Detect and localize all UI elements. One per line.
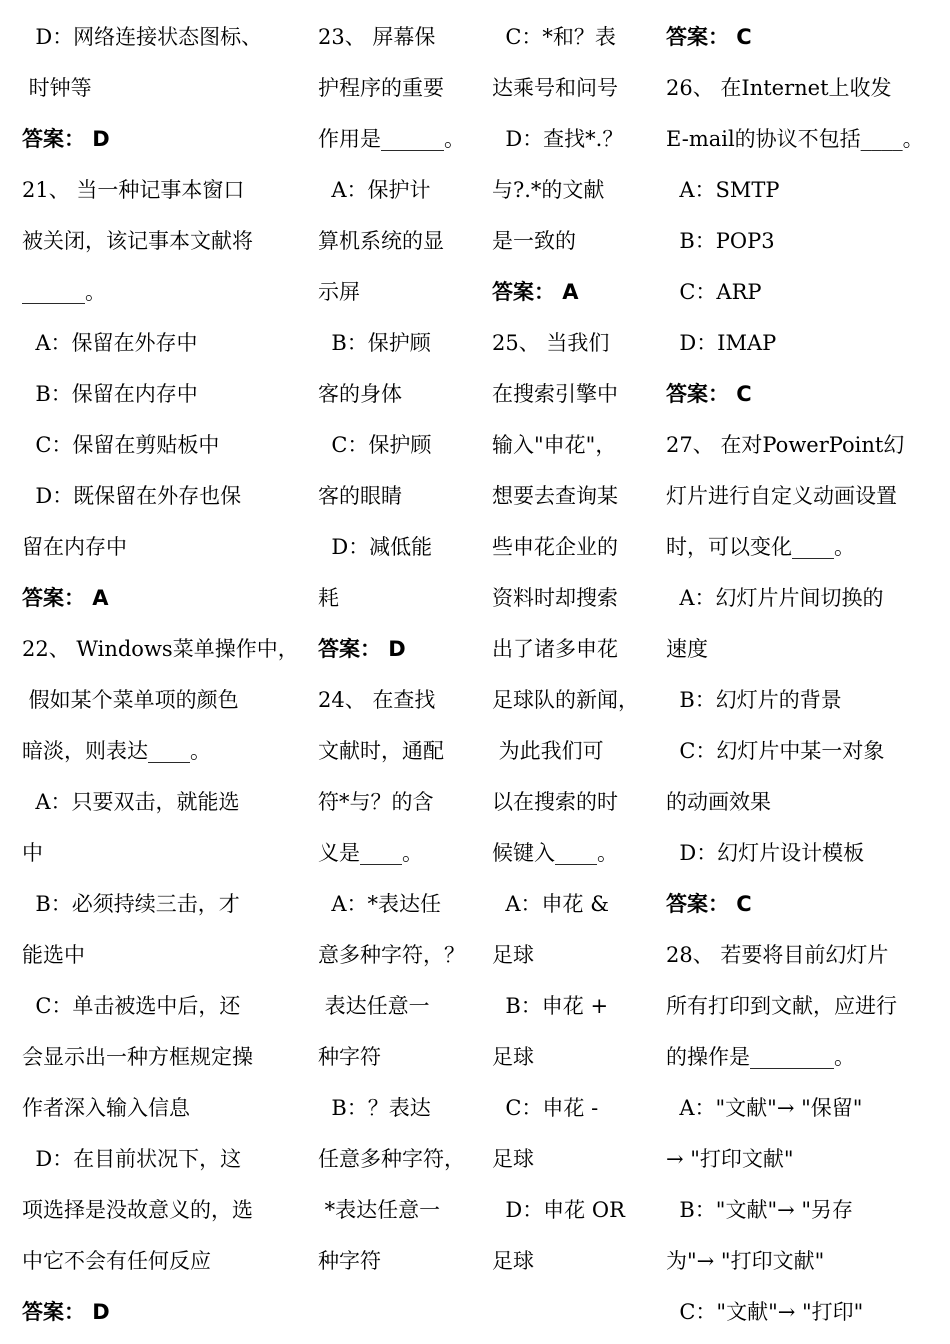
option-line: D：网络连接状态图标、 — [22, 25, 263, 49]
text-line: 能选中 — [22, 943, 85, 967]
text-line: 文献时，通配 — [318, 739, 444, 763]
text-line: 时钟等 — [22, 76, 92, 100]
option-line: C：保护顾 — [318, 433, 432, 457]
option-line: B：必须持续三击，才 — [22, 892, 240, 916]
text-line: *表达任意一 — [318, 1198, 441, 1222]
text-line: 灯片进行自定义动画设置 — [666, 484, 897, 508]
option-line: D：在目前状况下，这 — [22, 1147, 242, 1171]
text-line: 出了诸多申花 — [492, 637, 618, 661]
text-line: E-mail的协议不包括____。 — [666, 127, 924, 151]
answer-line: 答案： D — [318, 637, 406, 661]
text-line: 中它不会有任何反应 — [22, 1249, 211, 1273]
option-line: D：申花 OR — [492, 1198, 625, 1222]
question-line: 27、 在对PowerPoint幻 — [666, 433, 905, 457]
question-line: 26、 在Internet上收发 — [666, 76, 892, 100]
text-line: 资料时却搜索 — [492, 586, 618, 610]
option-line: A：申花 & — [492, 892, 609, 916]
text-line: 会显示出一种方框规定操 — [22, 1045, 253, 1069]
option-line: C：保留在剪贴板中 — [22, 433, 220, 457]
column-2 — [318, 12, 478, 1342]
text-line: 为"→ "打印文献" — [666, 1249, 825, 1273]
answer-line: 答案： C — [666, 25, 752, 49]
text-line: 被关闭，该记事本文献将 — [22, 229, 253, 253]
option-line: C：单击被选中后，还 — [22, 994, 241, 1018]
text-line: 是一致的 — [492, 229, 576, 253]
answer-line: 答案： A — [492, 280, 579, 304]
text-line: 足球队的新闻， — [492, 688, 639, 712]
option-line: C：ARP — [666, 280, 762, 304]
text-line: 表达任意一 — [318, 994, 430, 1018]
question-line: 22、 Windows菜单操作中， — [22, 637, 299, 661]
question-line: 21、 当一种记事本窗口 — [22, 178, 245, 202]
question-line: 25、 当我们 — [492, 331, 610, 355]
text-line: 意多种字符，？ — [318, 943, 465, 967]
option-line: A：SMTP — [666, 178, 780, 202]
option-line: C："文献"→ "打印" — [666, 1300, 864, 1324]
option-line: A：只要双击，就能选 — [22, 790, 240, 814]
option-line: A："文献"→ "保留" — [666, 1096, 863, 1120]
option-line: B：POP3 — [666, 229, 775, 253]
text-line: 时，可以变化____。 — [666, 535, 855, 559]
text-line: 在搜索引擎中 — [492, 382, 618, 406]
option-line: B：保护顾 — [318, 331, 431, 355]
option-line: B："文献"→ "另存 — [666, 1198, 854, 1222]
text-line: 所有打印到文献，应进行 — [666, 994, 897, 1018]
text-line: 示屏 — [318, 280, 360, 304]
option-line: A：保护计 — [318, 178, 431, 202]
text-line: 符*与？的含 — [318, 790, 434, 814]
option-line: A：保留在外存中 — [22, 331, 198, 355]
option-line: B：幻灯片的背景 — [666, 688, 842, 712]
option-line: D：减低能 — [318, 535, 433, 559]
text-line: 客的身体 — [318, 382, 402, 406]
answer-line: 答案： C — [666, 382, 752, 406]
text-line: ______。 — [22, 280, 106, 304]
text-line: 输入"申花"， — [492, 433, 617, 457]
text-line: 足球 — [492, 1045, 534, 1069]
text-line: 候键入____。 — [492, 841, 618, 865]
option-line: D：既保留在外存也保 — [22, 484, 242, 508]
text-line: 种字符 — [318, 1045, 381, 1069]
text-line: 中 — [22, 841, 43, 865]
text-line: 为此我们可 — [492, 739, 604, 763]
text-line: 的操作是________。 — [666, 1045, 855, 1069]
text-line: 足球 — [492, 1249, 534, 1273]
question-line: 28、 若要将目前幻灯片 — [666, 943, 889, 967]
option-line: A：幻灯片片间切换的 — [666, 586, 884, 610]
answer-line: 答案： D — [22, 127, 110, 151]
option-line: D：查找*.？ — [492, 127, 624, 151]
text-line: 的动画效果 — [666, 790, 771, 814]
text-line: 耗 — [318, 586, 339, 610]
question-line: 23、 屏幕保 — [318, 25, 436, 49]
answer-line: 答案： C — [666, 892, 752, 916]
option-line: D：IMAP — [666, 331, 777, 355]
text-line: 假如某个菜单项的颜色 — [22, 688, 239, 712]
text-line: 作者深入输入信息 — [22, 1096, 190, 1120]
text-line: 留在内存中 — [22, 535, 127, 559]
option-line: B：保留在内存中 — [22, 382, 198, 406]
text-line: 达乘号和问号 — [492, 76, 618, 100]
text-line: 护程序的重要 — [318, 76, 444, 100]
text-line: 以在搜索的时 — [492, 790, 618, 814]
answer-line: 答案： D — [22, 1300, 110, 1324]
question-line: 24、 在查找 — [318, 688, 436, 712]
text-line: 足球 — [492, 943, 534, 967]
column-3 — [492, 12, 644, 1342]
text-line: → "打印文献" — [666, 1147, 794, 1171]
text-line: 速度 — [666, 637, 708, 661]
option-line: B：申花 + — [492, 994, 609, 1018]
column-4 — [666, 12, 946, 1342]
answer-line: 答案： A — [22, 586, 109, 610]
text-line: 作用是______。 — [318, 127, 465, 151]
text-line: 些申花企业的 — [492, 535, 618, 559]
text-line: 种字符 — [318, 1249, 381, 1273]
text-line: 客的眼睛 — [318, 484, 402, 508]
text-line: 与?.*的文献 — [492, 178, 605, 202]
option-line: C：*和？表 — [492, 25, 616, 49]
option-line: A：*表达任 — [318, 892, 442, 916]
text-line: 想要去查询某 — [492, 484, 618, 508]
option-line: C：申花 - — [492, 1096, 599, 1120]
option-line: C：幻灯片中某一对象 — [666, 739, 885, 763]
option-line: B：？表达 — [318, 1096, 431, 1120]
text-line: 算机系统的显 — [318, 229, 444, 253]
text-line: 义是____。 — [318, 841, 423, 865]
column-1 — [22, 12, 304, 1342]
text-line: 暗淡，则表达____。 — [22, 739, 211, 763]
text-line: 足球 — [492, 1147, 534, 1171]
text-line: 任意多种字符， — [318, 1147, 465, 1171]
option-line: D：幻灯片设计模板 — [666, 841, 865, 865]
text-line: 项选择是没故意义的，选 — [22, 1198, 253, 1222]
